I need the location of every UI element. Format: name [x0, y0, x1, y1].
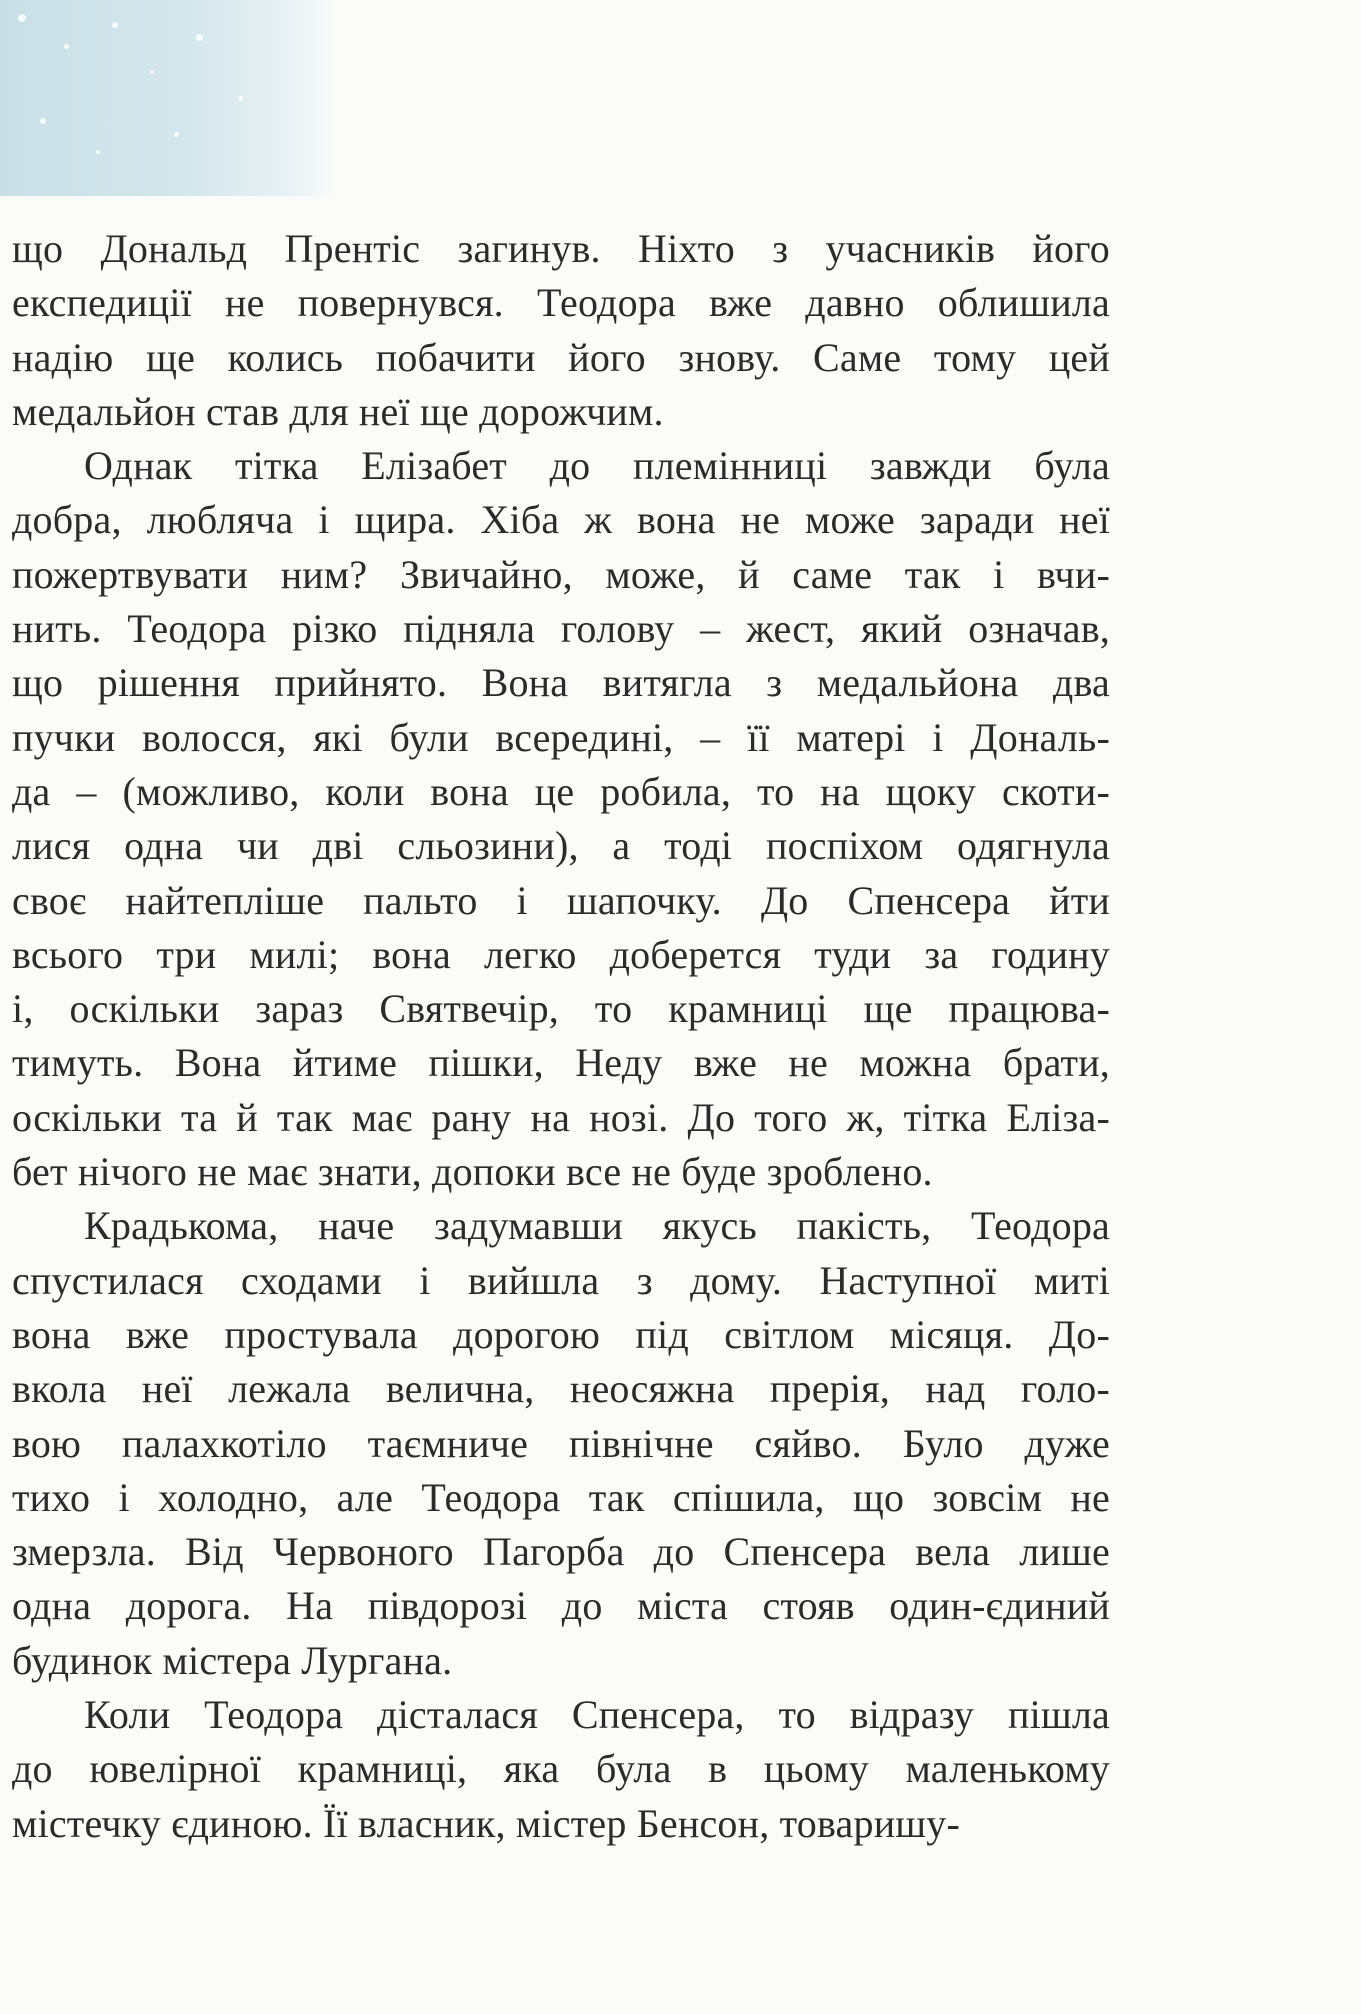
text-line: що рішення прийнято. Вона витягла з медальйона два	[12, 660, 1110, 706]
text-line: нить. Теодора різко підняла голову – жест, який означав,	[12, 606, 1110, 652]
snowflake	[196, 34, 203, 41]
text-line: спустилася сходами і вийшла з дому. Наступної миті	[12, 1257, 1110, 1303]
text-line: вона вже простувала дорогою під світлом місяця. До-	[12, 1311, 1110, 1357]
text-line: оскільки та й так має рану на нозі. До того ж, тітка Еліза-	[12, 1094, 1110, 1140]
text-line: всього три милі; вона легко доберется туди за годину	[12, 931, 1110, 977]
text-line: що Дональд Прентіс загинув. Ніхто з учасників його	[12, 226, 1110, 271]
text-line: бет нічого не має знати, допоки все не буде зроблено.	[12, 1149, 933, 1195]
paragraph	[12, 439, 1110, 1199]
text-line: змерзла. Від Червоного Пагорба до Спенсера вела лише	[12, 1529, 1110, 1575]
text-line: експедиції не повернувся. Теодора вже давно облишила	[12, 280, 1110, 326]
text-line: медальйон став для неї ще дорожчим.	[12, 388, 664, 434]
paragraph	[12, 1688, 1110, 1851]
text-line: пожертвувати ним? Звичайно, може, й саме так і вчи-	[12, 551, 1110, 597]
text-line: тимуть. Вона йтиме пішки, Неду вже не можна брати,	[12, 1040, 1110, 1086]
text-line: лися одна чи дві сльозини), а тоді поспіхом одягнула	[12, 823, 1110, 869]
paragraph	[12, 222, 1110, 439]
text-line: вкола неї лежала велична, неосяжна прерія, над голо-	[12, 1366, 1110, 1412]
text-line: да – (можливо, коли вона це робила, то на щоку скоти-	[12, 768, 1110, 814]
top-illustration-fragment	[0, 0, 330, 196]
snowflake	[238, 96, 243, 101]
text-line: добра, люблячa і щира. Хіба ж вона не може заради неї	[12, 497, 1110, 543]
text-line: містечку єдиною. Її власник, містер Бенсон, товаришу-	[12, 1800, 961, 1846]
text-line: Крадькома, наче задумавши якусь пакість, Теодора	[84, 1203, 1110, 1249]
text-line: тихо і холодно, але Теодора так спішила, що зовсім не	[12, 1474, 1110, 1520]
text-line: будинок містера Лургана.	[12, 1637, 453, 1683]
text-line: одна дорога. На півдорозі до міста стояв один-єдиний	[12, 1583, 1110, 1629]
page-body-text	[12, 222, 1110, 1851]
snowflake	[64, 44, 69, 49]
snowflake	[40, 118, 46, 124]
paragraph	[12, 1199, 1110, 1688]
text-line: Однак тітка Елізабет до племінниці завжди була	[84, 443, 1110, 489]
snowflake	[150, 70, 154, 74]
text-line: і, оскільки зараз Святвечір, то крамниці ще працюва-	[12, 986, 1110, 1032]
text-line: вою палахкотіло таємниче північне сяйво. Було дуже	[12, 1420, 1110, 1466]
text-line: Коли Теодора дісталася Спенсера, то відразу пішла	[84, 1692, 1110, 1738]
text-line: до ювелірної крамниці, яка була в цьому маленькому	[12, 1746, 1110, 1792]
text-line: надію ще колись побачити його знову. Саме тому цей	[12, 334, 1110, 380]
snowflake	[96, 150, 100, 154]
snowflake	[112, 22, 118, 28]
text-line: своє найтепліше пальто і шапочку. До Спенсера йти	[12, 877, 1110, 923]
snowflake	[18, 14, 26, 22]
snowflake	[174, 132, 179, 137]
text-line: пучки волосся, які були всередині, – її матері і Дональ-	[12, 714, 1110, 760]
